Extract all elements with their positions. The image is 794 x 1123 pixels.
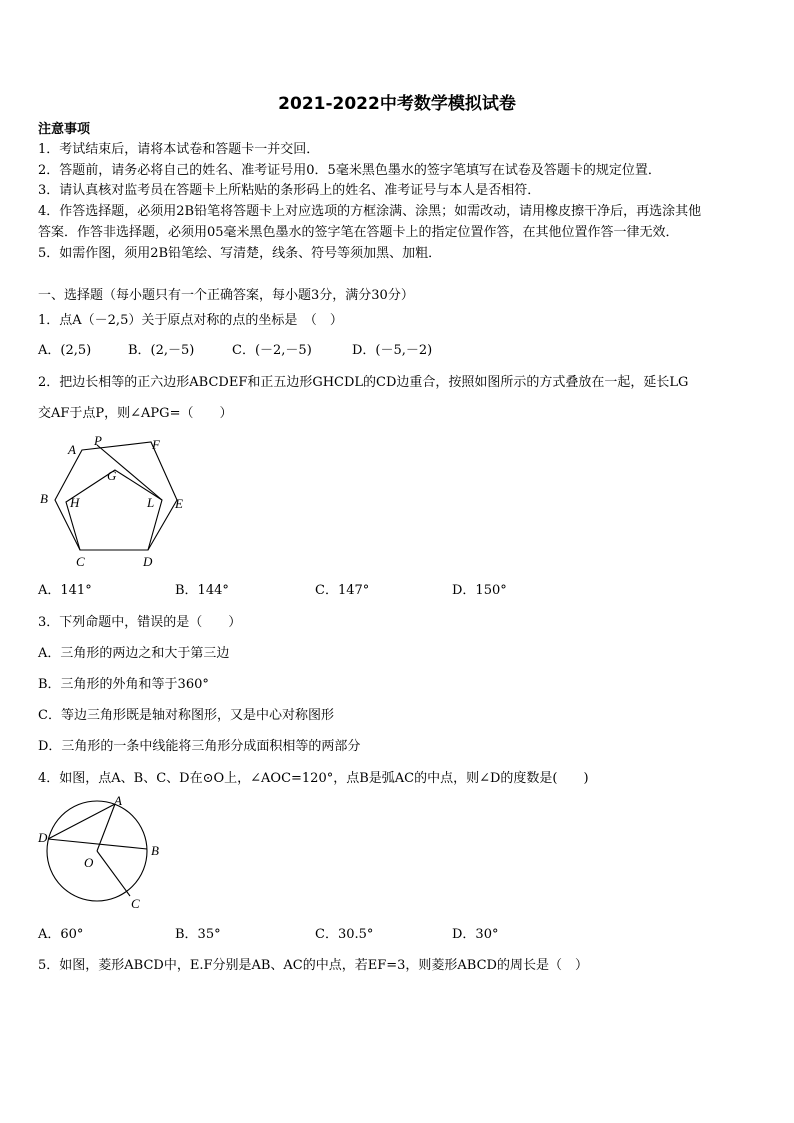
q1-option-d: D．(－5,－2) [352, 343, 433, 358]
hexagon-pentagon-figure [30, 432, 230, 582]
notice-item: 2．答题前，请务必将自己的姓名、准考证号用0．5毫米黑色墨水的签字笔填写在试卷及答题卡的规定位置． [38, 163, 661, 178]
question-2-stem-line2: 交AF于点P，则∠APG=（ ） [38, 406, 233, 421]
notice-item: 4．作答选择题，必须用2B铅笔将答题卡上对应选项的方框涂满、涂黑；如需改动，请用橡皮擦干净后，再选涂其他 [38, 204, 702, 219]
q2-option-d: D．150° [452, 583, 507, 598]
label-d: D [38, 830, 48, 845]
question-5-stem: 5．如图，菱形ABCD中，E.F分别是AB、AC的中点，若EF=3，则菱形ABCD的周长是（ ） [38, 958, 588, 973]
page-title: 2021-2022中考数学模拟试卷 [278, 94, 516, 114]
label-f: F [152, 437, 160, 452]
label-o: O [84, 855, 94, 870]
label-e: E [175, 496, 183, 511]
label-h: H [70, 495, 80, 510]
label-g: G [107, 468, 117, 483]
q4-option-c: C．30.5° [315, 927, 374, 942]
q4-option-d: D．30° [452, 927, 499, 942]
label-a: A [68, 442, 76, 457]
label-c: C [131, 896, 140, 911]
notice-item: 5．如需作图，须用2B铅笔绘、写清楚，线条、符号等须加黑、加粗． [38, 246, 442, 261]
question-1-stem: 1．点A（－2,5）关于原点对称的点的坐标是 （ ） [38, 313, 343, 328]
segment-oc [97, 851, 130, 896]
label-b: B [40, 491, 48, 506]
question-4-stem: 4．如图，点A、B、C、D在⊙O上，∠AOC=120°，点B是弧AC的中点，则∠D的度数是( ) [38, 771, 589, 786]
segment-db [48, 839, 147, 849]
q3-option-a: A．三角形的两边之和大于第三边 [38, 646, 230, 661]
label-d: D [143, 554, 153, 569]
question-2-stem-line1: 2．把边长相等的正六边形ABCDEF和正五边形GHCDL的CD边重合，按照如图所示的方式叠放在一起，延长LG [38, 375, 689, 390]
label-b: B [151, 843, 159, 858]
circle-figure [30, 793, 180, 916]
notice-item: 答案．作答非选择题，必须用05毫米黑色墨水的签字笔在答题卡上的指定位置作答，在其他位置作答一律无效． [38, 225, 679, 240]
q3-option-d: D．三角形的一条中线能将三角形分成面积相等的两部分 [38, 739, 361, 754]
q1-option-b: B．(2,－5) [128, 343, 195, 358]
notice-heading: 注意事项 [38, 122, 91, 137]
notice-item: 1．考试结束后，请将本试卷和答题卡一并交回． [38, 142, 320, 157]
q2-option-b: B．144° [175, 583, 229, 598]
label-l: L [147, 495, 155, 510]
section-heading: 一、选择题（每小题只有一个正确答案，每小题3分，满分30分） [38, 288, 414, 303]
q1-option-c: C．(－2,－5) [232, 343, 312, 358]
q3-option-c: C．等边三角形既是轴对称图形，又是中心对称图形 [38, 708, 334, 723]
q1-option-a: A．(2,5) [38, 343, 92, 358]
q3-option-b: B．三角形的外角和等于360° [38, 677, 209, 692]
question-3-stem: 3．下列命题中，错误的是（ ） [38, 615, 242, 630]
q4-option-a: A．60° [38, 927, 84, 942]
q4-option-b: B．35° [175, 927, 221, 942]
notice-item: 3．请认真核对监考员在答题卡上所粘贴的条形码上的姓名、准考证号与本人是否相符． [38, 183, 541, 198]
label-a: A [114, 793, 122, 808]
segment-da [48, 804, 115, 839]
q2-option-c: C．147° [315, 583, 370, 598]
label-c: C [76, 554, 85, 569]
label-p: P [94, 433, 102, 448]
q2-option-a: A．141° [38, 583, 92, 598]
